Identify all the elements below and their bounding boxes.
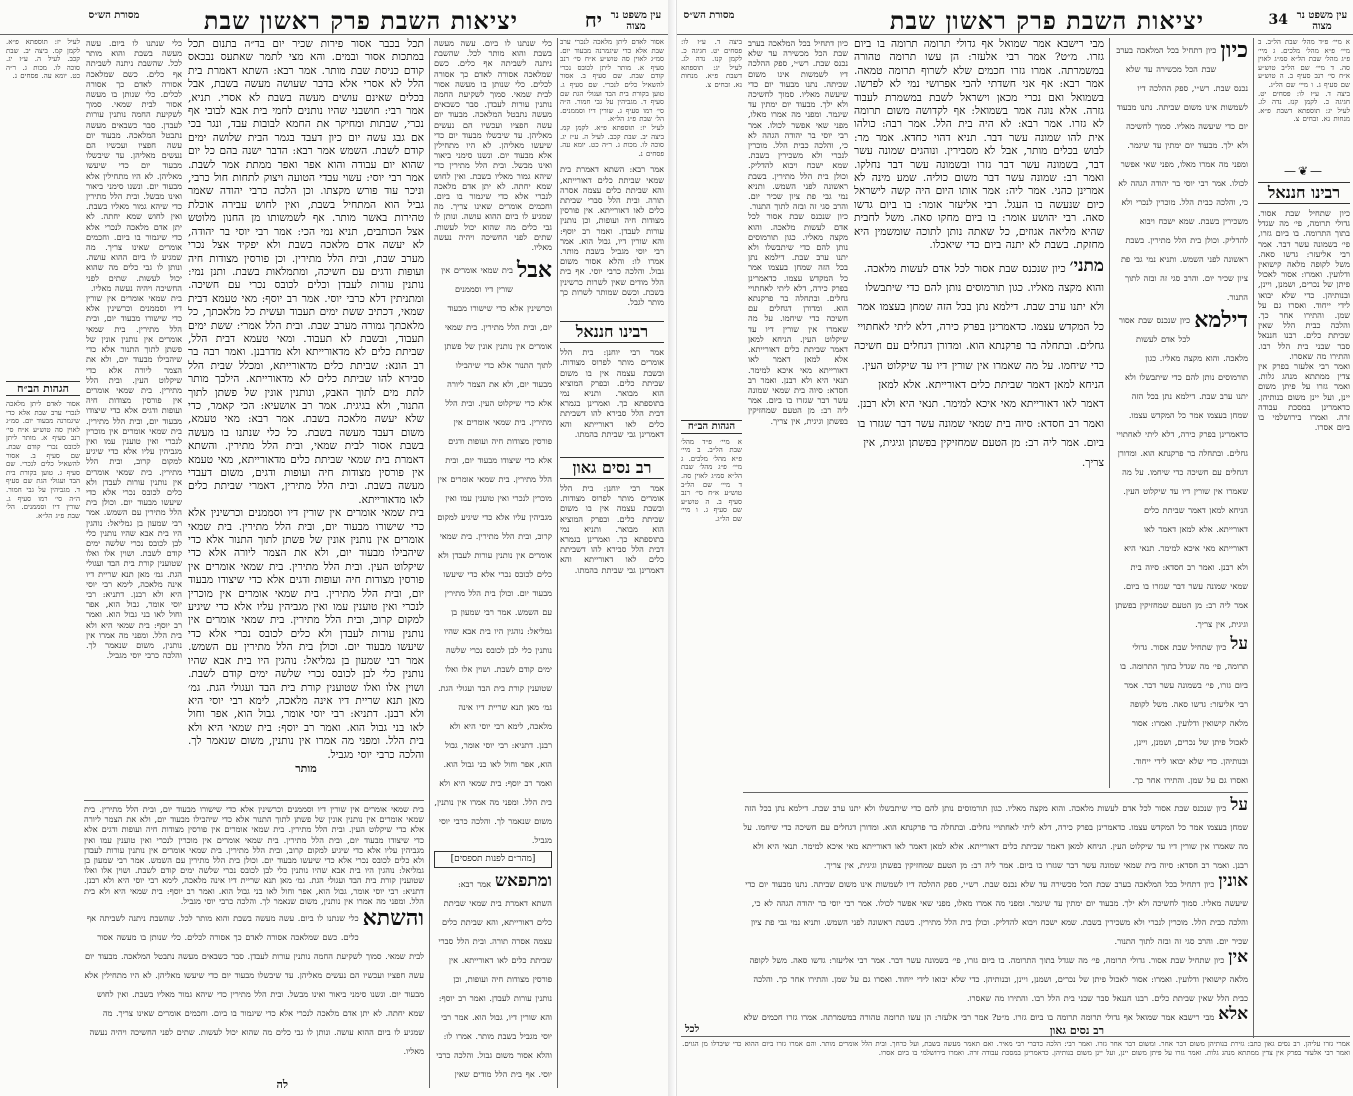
left-bottom-text: בית שמאי אומרים אין שורין דיו וסממנים וכרשינין אלא כדי שישורו מבעוד יום, ובית הלל מתירין. בית שמאי אומרים אין נותנין אונין של פשתן לתוך התנור אלא כדי שיהבילו מבעוד יום, ולא את הצמר ליורה אלא כדי שיקלוט העין. ובית הלל מתירין. בית שמאי אומרים אין פורסין מצודות חיה ועופות ודגים אלא כדי שיצודו מבעוד יום, ובית הלל מתירין. בית שמאי אומרים אין מוכרין לנכרי ואין טוענין עמו ואין מגביהין עליו אלא כדי שיגיע למקום קרוב, ובית הלל מתירין. בית שמאי אומרים אין נותנין עורות לעבדן ולא כלים לכובס נכרי אלא כדי שיעשו מבעוד יום. וכולן בית הלל מתירין עם השמש. אמר רבי שמעון בן גמליאל: נוהגין היו בית אבא שהיו נותנין כלי לבן לכובס נכרי שלשה ימים קודם לשבת. ושוין אלו ואלו שטוענין קורת בית הבד ועגולי הגת. גמ׳ מאן תנא שריית דיו אינה מלאכה, לימא רבי יוסי היא ולא רבנן. דתניא: רבי יוסי אומר, גבול הוא, אפר וחול לאו בני גבול הוא. ואמר רב יוסף: בית שמאי היא ולא בית הלל. ומפני מה אמרו אין נותנין, משום שנאמר לך. והלכה כרבי יוסי מגביל. xyxy=(84,804,424,906)
right-masoret-column xyxy=(681,38,742,1038)
right-bottom-text-d: מבי רישבא אמר שמואל אף גדולי תרומה תרומה בו ביום גזרו. מ״ט? אמר רבי אלעזר: הן עשו תרומה טהורה במשמרתה. אמרו גזרו חכמים שלא xyxy=(743,1012,1215,1022)
left-ein-mishpat-label: עין משפט נר מצוה xyxy=(610,10,662,32)
left-masoret-text: לעיל יז: תוספתא פ״א. לקמן קמ. ביצה יב. שבת קכב. לעיל ה. ע״ז יג. סוכה לו. מכות ג. ר״ה כט. יומא עה. פסחים נ. xyxy=(6,38,80,81)
left-bottom-text-cont: כלי שנתנו לו ביום. עשה מעשה בשבת והוא מותר לכל. שהשבת ניתנה לשביתה אף כלים. כשם שמלאכה אסורה לאדם כך אסורה לכלים. כלי שנותן בו מעשה אסור לבית שמאי. סמוך לשקיעת החמה נותנין עורות לעבדן. סבר כשבאים מעשה נתבטל המלאכה. מבעוד יום עשה חפציו ועכשיו הם נעשים מאליהן. עד שיבשלו מבעוד יום כדי שיעשו מאליהן. לא היו מתחילין אלא מבעוד יום. ונשנו סימני ביאור ואינו מבשל. ובית הלל מתירין כדי שיהא גמור מאליו בשבת. ואין לחוש שמא יחתה. לא יתן אדם מלאכה לנכרי אלא כדי שיגמור בו ביום. וחכמים אומרים שאינו צריך. מה שמגיע לו ביום ההוא עושה. ונותן לו גבי כלים מה שהוא יכול לעשות. שתים לפני החשיכה ויהיה נעשה מאליו. xyxy=(84,913,424,1057)
right-bottom-text-a: כיון שנכנס שבת אסור לכל אדם לעשות מלאכה. והוא מקצה מאליו. כגון תורמוסים נותן להם כדי שיתבשלו ולא יתנו ערב שבת. דילמא נתן בכל הזה שמחן בעצמו אמר כל המקדש עצמו. כדאמרינן בפרק כירה, דלא ליתי לאחתויי גחלים. ובתחלה בר פרקנתא הוא. ומדורן דגחלים עם חשיכה כדי שיחמו. על מה שאמרו אין שורין דיו עד שיקלוט העין. הניחא למאן דאמר שביתת כלים דאורייתא. אלא למאן דאמר לאו דאורייתא מאי איכא למימר. תנאי היא ולא רבנן. ואמר רב חסדא: סיוה בית שמאי שמונה עשר דבר שגזרו בו ביום. אמר ליה רב: מן הטעם שמחזיקין בפשתן וגיגית, אין צריך. xyxy=(743,803,1248,870)
right-tosafot-text-a: כיון דתחיל בכל המלאכה בערב שבת הכל מכשירה עד שלא נכנס שבת. רש״י, ספק ההלכה דיו לשמשות אינו משום שביתה. נתנו מבעוד יום כדי שיעשה מאליו. סמוך לחשיכה ולא ילך. מבעוד יום ימתין עד שיגמר. ומפני מה אמרו מאלו, מפני שאי אפשר לכולו. אמר רבי יוסי בר יהודה הגהה לא כי, והלכה כבית הלל. מוכרין לנכרי ולא משכירין בשבת. שמא ישכח ויבוא להדליק. וכולן בית הלל מתירין. בשבת ראשונה לפני השמש. ותניא נמי גבי פת ציון שכיר יום. והרב סגי זה ובזה לתוך התנור. xyxy=(1116,45,1248,302)
right-footer-rule xyxy=(681,1036,1350,1037)
right-lead-al2: על xyxy=(1230,796,1248,815)
right-lead-dilma: דילמא xyxy=(1194,307,1248,333)
left-ein-mishpat-text: אסור לאדם ליתן מלאכה לנכרי ערב שבת אלא כדי שיגמרנה מבעוד יום. סמ״ג לאוין סה טוש״ע א״ח סי׳ רנב סעיף א. מותר ליתן לכובס נכרי קודם שבת. שם סעיף ב. אסור להשאיל כלים לנכרי. שם סעיף ג. טוען בקורת בית הבד ועגולי הגת שם סעיף ד. מגביהין על גבי חמור. ה״ה סי׳ רמו סעיף ג. שורין דיו וסממנים. הל׳ שבת פ״ג הל״א. xyxy=(560,38,664,124)
right-chananel-text: כיון שתחיל שבת אסור. גדולי תרומה, פי׳ מה שגדל בתוך התרומה. בו ביום גזרו, פי׳ בשמונה עשר דבר. אמר רבי אליעזר: גדשו סאה. משל לקופה מלאה קישואין ודלועין. ואמרו: אסור לאכול פיתן של נכרים, ושמנן, ויינן, ובנותיהן. כדי שלא יבואו לידי ייחוד. ואסרו גם על שמן. והתירו אחר כך. והלכה כבית הלל שאין שביתת כלים. רבנו חננאל סבר שבני בית הלל רבו. והתירו מה שאסרו. xyxy=(1258,207,1350,361)
left-lead-vehashta: והשתא xyxy=(362,905,424,932)
left-lead-aval: אבל xyxy=(516,257,552,284)
left-bottom-block xyxy=(84,804,424,1074)
left-main-column xyxy=(188,38,424,798)
right-tosafot-text-b: כיון שנכנס שבת אסור לכל אדם לעשות מלאכה. והוא מקצה מאליו. כגון תורמוסים נותן להם כדי שיתבשלו ולא יתנו ערב שבת. דילמא נתן בכל הזה שמחן בעצמו אמר כל המקדש עצמו. כדאמרינן בפרק כירה, דלא ליתי לאחתויי גחלים. ובתחלה בר פרקנתא הוא. ומדורן דגחלים עם חשיכה כדי שיחמו. על מה שאמרו אין שורין דיו עד שיקלוט העין. הניחא למאן דאמר שביתת כלים דאורייתא. אלא למאן דאמר לאו דאורייתא מאי איכא למימר. תנאי היא ולא רבנן. ואמר רב חסדא: סיוה בית שמאי שמונה עשר דבר שגזרו בו ביום. אמר ליה רב: מן הטעם שמחזיקין בפשתן וגיגית, אין צריך. xyxy=(1115,315,1248,629)
right-rule-2 xyxy=(1109,38,1110,788)
right-tosafot-text-c: כיון שתחיל שבת אסור. גדולי תרומה, פי׳ מה שגדל בתוך התרומה. בו ביום גזרו, פי׳ בשמונה עשר דבר. אמר רבי אליעזר: גדשו סאה. משל לקופה מלאה קישואין ודלועין. ואמרו: אסור לאכול פיתן של נכרים, ושמנן, ויינן, ובנותיהן. כדי שלא יבואו לידי ייחוד. ואסרו גם על שמן. והתירו אחר כך. xyxy=(1119,642,1248,785)
left-page-title: יציאות השבת פרק ראשון שבת xyxy=(203,6,518,35)
right-chananel-heading: רבינו חננאל xyxy=(1258,182,1350,204)
left-header xyxy=(0,4,668,35)
left-ein-mishpat-text-cont: לעיל יז: תוספתא פ״א. לקמן קמ. ביצה יב. שבת קכב. לעיל ה. ע״ז יג. סוכה לו. מכות ג. ר״ה כט. יומא עה. פסחים נ. xyxy=(560,123,664,158)
right-header xyxy=(677,4,1353,35)
left-chananel-text: אמר רבי יוחנן: בית הלל אומרים מותר לפרוס מצודות. ובשבת עצמה אין בו משום שביתת כלים. ובפרק המוציא הוא מבואר. ותניא נמי בתוספתא כך. ואמרינן בגמרא דבית הלל סבירא להו דשביתת כלים לאו דאורייתא והא דאמרינן גבי שביתת בהמתו. xyxy=(560,347,664,439)
right-outer-column xyxy=(1258,38,1350,1038)
left-masoret-column xyxy=(6,38,80,1088)
right-main-column xyxy=(854,38,1104,788)
right-lead-ein: אין xyxy=(1228,947,1248,967)
right-rashi-text-cont: כיון שנכנס שבת אסור לכל אדם לעשות מלאכה. והוא מקצה מאליו. כגון תורמוסים נותן להם כדי שיתבשלו ולא יתנו ערב שבת. דילמא נתן בכל הזה שמחן בעצמו אמר כל המקדש עצמו. כדאמרינן בפרק כירה, דלא ליתי לאחתויי גחלים. ובתחלה בר פרקנתא הוא. ומדורן דגחלים עם חשיכה כדי שיחמו. על מה שאמרו אין שורין דיו עד שיקלוט העין. הניחא למאן דאמר שביתת כלים דאורייתא. אלא למאן דאמר לאו דאורייתא מאי איכא למימר. תנאי היא ולא רבנן. ואמר רב חסדא: סיוה בית שמאי שמונה עשר דבר שגזרו בו ביום. אמר ליה רב: מן הטעם שמחזיקין בפשתן וגיגית, אין צריך. xyxy=(748,211,848,426)
left-hagahot-heading: הגהות הב״ח xyxy=(6,381,80,396)
right-main-text-cont: כיון שנכנס שבת אסור לכל אדם לעשות מלאכה. והוא מקצה מאליו. כגון תורמוסים נותן להם כדי שיתבשלו ולא יתנו ערב שבת. דילמא נתן בכל הזה שמחן בעצמו אמר כל המקדש עצמו. כדאמרינן בפרק כירה, דלא ליתי לאחתויי גחלים. ובתחלה בר פרקנתא הוא. ומדורן דגחלים עם חשיכה כדי שיחמו. על מה שאמרו אין שורין דיו עד שיקלוט העין. הניחא למאן דאמר שביתת כלים דאורייתא. אלא למאן דאמר לאו דאורייתא מאי איכא למימר. תנאי היא ולא רבנן. ואמר רב חסדא: סיוה בית שמאי שמונה עשר דבר שגזרו בו ביום. אמר ליה רב: מן הטעם שמחזיקין בפשתן וגיגית, אין צריך. xyxy=(854,262,1104,469)
right-footer-block xyxy=(681,1040,1350,1094)
right-hagahot-heading: הגהות הב״ח xyxy=(681,420,742,434)
right-rule-1 xyxy=(1253,38,1254,1038)
right-footer-label: רב נסים גאון xyxy=(1049,1024,1104,1037)
left-chananel-heading: רבינו חננאל xyxy=(560,321,664,343)
right-main-text: מבי רישבא אמר שמואל אף גדולי תרומה תרומה בו ביום גזרו. מ״ט? אמר רבי אלעזר: הן עשו תרומה טהורה במשמרתה. אמרו גזרו חכמים שלא לשרוף תרומה טמאה. אמר רבא: אף אני חשדתי להבי אפרושי נמי לא לפרשו. בשמואל ואם נכרי מכאן וישראל לשבת במשמרת לעבוד גזרה. אלא נוגה אמר בשמואל: אף לקדושה משום תרומה לא גזרו. אמר רבא: לא היה בית הלל. אמר רבה: כולהו אית להו שמונה עשר דבר. תניא דהוי כחדא. אמר מר: לבוש בכלים מותר, אבל לא מסבירין. ונוהגים שמונה עשר דבר, בשמונה עשר דבר גזרו ובשמונה עשר דבר נחלקו. ואמר רב: שמונה עשר דבר משום כוליה. שמע מינה לא אמרינן כהני. אמר ליה: אמר אותו היום היה קשה לישראל כיום שנעשה בו העגל. רבי אליעזר אומר: בו ביום גדשו סאה. רבי יהושע אומר: בו ביום מחקו סאה. משל לחבית שהיא מליאה אגוזים, כל שאתה נותן לתוכה שומשמין היא מחזקת. בשבת לא יתנה ביום כדי שיאכלו. xyxy=(854,38,1104,252)
right-footer-text-cont: ואמר רבי אלעזר בפרק אין צדין ממתתא מנהג גלות. ואמר גזרו על פיתן משום יינן, ועל יינן משום בנותיהן. כדאמרינן במסכת עבודה זרה. ואמרו בירושלמי בו ביום אסרו. xyxy=(878,1048,1350,1057)
left-box-note: [מהר״ם לפנות תספסים] xyxy=(434,851,552,868)
left-page xyxy=(0,0,668,1096)
right-lead-al: על xyxy=(1230,634,1248,654)
right-ein-mishpat-text-cont: ביצה ד. ע״ז לו: פסחים יט. חגיגה כ. לקמן קנז. נדה לג. לעיל יג: תוספתא דשבת פ״א. מנחות נא. זבחים צ. xyxy=(1258,89,1350,124)
right-lead-matni: מתני׳ xyxy=(1069,255,1104,276)
left-main-footer-word: מותר xyxy=(295,761,317,775)
right-chananel-text-cont: ואמר רבי אלעזר בפרק אין צדין ממתתא מנהג גלות. ואמר גזרו על פיתן משום יינן, ועל יינן משום בנותיהן. כדאמרינן במסכת עבודה זרה. ואמרו בירושלמי בו ביום אסרו. xyxy=(1258,360,1350,433)
right-lead-oniin: אונין xyxy=(1218,871,1248,891)
left-folio: יח xyxy=(584,8,602,32)
right-tosafot-column xyxy=(1114,38,1248,788)
right-flourish: —❦— xyxy=(1283,163,1325,178)
left-outer-column xyxy=(560,38,664,1088)
right-rashi-text: כיון דתחיל בכל המלאכה בערב שבת הכל מכשירה עד שלא נכנס שבת. רש״י, ספק ההלכה דיו לשמשות אינו משום שביתה. נתנו מבעוד יום כדי שיעשה מאליו. סמוך לחשיכה ולא ילך. מבעוד יום ימתין עד שיגמר. ומפני מה אמרו מאלו, מפני שאי אפשר לכולו. אמר רבי יוסי בר יהודה הגהה לא כי, והלכה כבית הלל. מוכרין לנכרי ולא משכירין בשבת. שמא ישכח ויבוא להדליק. וכולן בית הלל מתירין. בשבת ראשונה לפני השמש. ותניא נמי גבי פת ציון שכיר יום. והרב סגי זה ובזה לתוך התנור. xyxy=(748,38,848,212)
left-tosafot-text-a: כלי שנתנו לו ביום. עשה מעשה בשבת והוא מותר לכל. שהשבת ניתנה לשביתה אף כלים. כשם שמלאכה אסורה לאדם כך אסורה לכלים. כלי שנותן בו מעשה אסור לבית שמאי. סמוך לשקיעת החמה נותנין עורות לעבדן. סבר כשבאים מעשה נתבטל המלאכה. מבעוד יום עשה חפציו ועכשיו הם נעשים מאליהן. עד שיבשלו מבעוד יום כדי שיעשו מאליהן. לא היו מתחילין אלא מבעוד יום. ונשנו סימני ביאור ואינו מבשל. ובית הלל מתירין כדי שיהא גמור מאליו בשבת. ואין לחוש שמא יחתה. לא יתן אדם מלאכה לנכרי אלא כדי שיגמור בו ביום. וחכמים אומרים שאינו צריך. מה שמגיע לו ביום ההוא עושה. ונותן לו גבי כלים מה שהוא יכול לעשות. שתים לפני החשיכה ויהיה נעשה מאליו. xyxy=(434,38,552,253)
left-lead-umitpaesh: ומתפאש xyxy=(495,871,552,892)
left-main-text-cont: בית שמאי אומרים אין שורין דיו וסממנים וכרשינין אלא כדי שישורו מבעוד יום, ובית הלל מתירין. בית שמאי אומרים אין נותנין אונין של פשתן לתוך התנור אלא כדי שיהבילו מבעוד יום, ולא את הצמר ליורה אלא כדי שיקלוט העין. ובית הלל מתירין. בית שמאי אומרים אין פורסין מצודות חיה ועופות ודגים אלא כדי שיצודו מבעוד יום, ובית הלל מתירין. בית שמאי אומרים אין מוכרין לנכרי ואין טוענין עמו ואין מגביהין עליו אלא כדי שיגיע למקום קרוב, ובית הלל מתירין. בית שמאי אומרים אין נותנין עורות לעבדן ולא כלים לכובס נכרי אלא כדי שיעשו מבעוד יום. וכולן בית הלל מתירין עם השמש. אמר רבי שמעון בן גמליאל: נוהגין היו בית אבא שהיו נותנין כלי לבן לכובס נכרי שלשה ימים קודם לשבת. ושוין אלו ואלו שטוענין קורת בית הבד ועגולי הגת. גמ׳ מאן תנא שריית דיו אינה מלאכה, לימא רבי יוסי היא ולא רבנן. דתניא: רבי יוסי אומר, גבול הוא, אפר וחול לאו בני גבול הוא. ואמר רב יוסף: בית שמאי היא ולא בית הלל. ומפני מה אמרו אין נותנין, משום שנאמר לך. והלכה כרבי יוסי מגביל. xyxy=(188,507,424,761)
right-bottom-text-c: כיון שתחיל שבת אסור. גדולי תרומה, פי׳ מה שגדל בתוך התרומה. בו ביום גזרו, פי׳ בשמונה עשר דבר. אמר רבי אליעזר: גדשו סאה. משל לקופה מלאה קישואין ודלועין. ואמרו: אסור לאכול פיתן של נכרים, ושמנן, ויינן, ובנותיהן. כדי שלא יבואו לידי ייחוד. ואסרו גם על שמן. והתירו אחר כך. והלכה כבית הלל שאין שביתת כלים. רבנו חננאל סבר שבני בית הלל רבו. והתירו מה שאסרו. xyxy=(749,955,1248,1003)
right-bottom-text-b: כיון דתחיל בכל המלאכה בערב שבת הכל מכשירה עד שלא נכנס שבת. רש״י, ספק ההלכה דיו לשמשות אינו משום שביתה. נתנו מבעוד יום כדי שיעשה מאליו. סמוך לחשיכה ולא ילך. מבעוד יום ימתין עד שיגמר. ומפני מה אמרו מאלו, מפני שאי אפשר לכולו. אמר רבי יוסי בר יהודה הגהה לא כי, והלכה כבית הלל. מוכרין לנכרי ולא משכירין בשבת. שמא ישכח ויבוא להדליק. וכולן בית הלל מתירין. בשבת ראשונה לפני השמש. ותניא נמי גבי פת ציון שכיר יום. והרב סגי זה ובזה לתוך התנור. xyxy=(745,879,1248,946)
right-hagahot-text: א מיי׳ פ״ד מהל׳ שבת הל״ב. ב מיי׳ פ״א מהל׳ מלכים. ג מיי׳ פ״ג מהל׳ שבת הל״א סמ״ג לאוין סה. ד מיי׳ שם הל״ב טוש״ע א״ח סי׳ רנב סעיף ב. ה טוש״ע שם סעיף ג. ו מיי׳ שם הל״ג. xyxy=(681,437,742,523)
right-bottom-rule xyxy=(743,792,1248,793)
left-nissim-heading: רב נסים גאון xyxy=(560,457,664,479)
left-main-text: תכל בכבר אסור פירות שכיר יום בד״ה בתנום תכל במתכות אסור ובמים. והא מצי לתמר שאתעס נבכאס קודם כניסת שבת מותר. אמר רבא: השתא דאמרת בית הלל לא אסרי אלא בדבר שעושה מעשה בשבת, אבל בכלים שאינם עושים מעשה בשבת לא אסרי. תניא, אמר רבי: חושבני שהיו נותנים לחמי בית אבא לבובי אף נכרי, שבתות ומחיקר את החמא לבובות עבד, ונגר בכי אם גבג עשה יום כיון דעבד בגמר הבית שלושה ימים קודם לשבת. השמש אמר רבא: הדבר ישנה בהם כל יום שהוא יום עבודה והוא אפר ואפר ממתת אמר לשבת. אמר רבי יוסי: עשוי עבדי הטועה ויצוק לתחות חול כרבי, וניכר עוד פורש מקצתו. וכן הלכה כרבי יהודה שאמר גביל הוא המתחיל בשבת, ואין לחוש עבירה אוכלת טהירות באשר מותר. אף לשמשותו מן החנון מלוטש אצל הכותבים, תניא נמי הכי: אמר רבי יוסי בר יהודה, לא יעשה אדם מלאכה בשבת ולא יפקיד אצל נכרי מערב שבת, ובית הלל מתירין. וכן פורסין מצודות חיה ועופות ודגים עם חשיכה, ומתמלאות בשבת. ותנן נמי: נותנין עורות לעבדן וכלים לכובס נכרי עם חשיכה. ומתניתין דלא כרבי יוסי. אמר רב יוסף: מאי טעמא דבית שמאי, דכתיב ששת ימים תעבוד ועשית כל מלאכתך, כל מלאכתך גמורה מערב שבת. ובית הלל אמרי: ששת ימים תעבוד, ובשבת לא תעבוד. ומאי טעמא דבית הלל, שביתת כלים לא מדאורייתא ולא מדרבנן. ואמר רבה בר רב הונא: שביתת כלים מדאורייתא, ומכלל שבית הלל סבירא להו שביתת כלים לא מדאורייתא. הילכך מותר לתת מים לתוך האבק, ונותנין אונין של פשתן לתוך התנור, ולא בגיגית. אמר רב אושעיא: הכי קאמר, כדי שלא יעשה מלאכה בשבת. אמר רבא: מאי טעמא, משום דעבד מעשה בשבת. כל כלי שנתנו בו מעשה בשבת אסור לבית שמאי, ובית הלל מתירין. והשתא דאמרת בית שמאי שביתת כלים מדאורייתא, מאי טעמא אין פורסין מצודות חיה ועופות ודגים, משום דעבדי מעשה בשבת. ובית הלל מתירין, דאמרי שביתת כלים לאו מדאורייתא. xyxy=(188,38,424,506)
left-catchword: לה xyxy=(276,1078,288,1091)
right-bottom-block xyxy=(743,796,1248,1032)
right-ein-mishpat-label: עין משפט נר מצוה xyxy=(1296,10,1348,32)
book-gutter xyxy=(668,0,676,1096)
right-page-title: יציאות השבת פרק ראשון שבת xyxy=(889,6,1204,35)
left-rashi-text-cont: בית שמאי אומרים אין שורין דיו וסממנים וכרשינין אלא כדי שישורו מבעוד יום, ובית הלל מתירין. בית שמאי אומרים אין נותנין אונין של פשתן לתוך התנור אלא כדי שיהבילו מבעוד יום, ולא את הצמר ליורה אלא כדי שיקלוט העין. ובית הלל מתירין. בית שמאי אומרים אין פורסין מצודות חיה ועופות ודגים אלא כדי שיצודו מבעוד יום, ובית הלל מתירין. בית שמאי אומרים אין מוכרין לנכרי ואין טוענין עמו ואין מגביהין עליו אלא כדי שיגיע למקום קרוב, ובית הלל מתירין. בית שמאי אומרים אין נותנין עורות לעבדן ולא כלים לכובס נכרי אלא כדי שיעשו מבעוד יום. וכולן בית הלל מתירין עם השמש. אמר רבי שמעון בן גמליאל: נוהגין היו בית אבא שהיו נותנין כלי לבן לכובס נכרי שלשה ימים קודם לשבת. ושוין אלו ואלו שטוענין קורת בית הבד ועגולי הגת. גמ׳ מאן תנא שריית דיו אינה מלאכה, לימא רבי יוסי היא ולא רבנן. דתניא: רבי יוסי אומר, גבול הוא, אפר וחול לאו בני גבול הוא. ואמר רב יוסף: בית שמאי היא ולא בית הלל. ומפני מה אמרו אין נותנין, משום שנאמר לך. והלכה כרבי יוסי מגביל. xyxy=(86,293,182,661)
left-rule-2 xyxy=(429,38,430,1088)
left-rashi-text: כלי שנתנו לו ביום. עשה מעשה בשבת והוא מותר לכל. שהשבת ניתנה לשביתה אף כלים. כשם שמלאכה אסורה לאדם כך אסורה לכלים. כלי שנותן בו מעשה אסור לבית שמאי. סמוך לשקיעת החמה נותנין עורות לעבדן. סבר כשבאים מעשה נתבטל המלאכה. מבעוד יום עשה חפציו ועכשיו הם נעשים מאליהן. עד שיבשלו מבעוד יום כדי שיעשו מאליהן. לא היו מתחילין אלא מבעוד יום. ונשנו סימני ביאור ואינו מבשל. ובית הלל מתירין כדי שיהא גמור מאליו בשבת. ואין לחוש שמא יחתה. לא יתן אדם מלאכה לנכרי אלא כדי שיגמור בו ביום. וחכמים אומרים שאינו צריך. מה שמגיע לו ביום ההוא עושה. ונותן לו גבי כלים מה שהוא יכול לעשות. שתים לפני החשיכה ויהיה נעשה מאליו. xyxy=(86,38,182,293)
left-bottom-rule xyxy=(84,800,424,801)
left-hagahot-text: אסור לאדם ליתן מלאכה לנכרי ערב שבת אלא כדי שיגמרנה מבעוד יום. סמ״ג לאוין סה טוש״ע א״ח סי׳ רנב סעיף א. מותר ליתן לכובס נכרי קודם שבת. שם סעיף ב. אסור להשאיל כלים לנכרי. שם סעיף ג. טוען בקורת בית הבד ועגולי הגת שם סעיף ד. מגביהין על גבי חמור. ה״ה סי׳ רמו סעיף ג. שורין דיו וסממנים. הל׳ שבת פ״ג הל״א. xyxy=(6,399,80,520)
right-lead-ela: אלא xyxy=(1218,1004,1248,1024)
left-nissim-text: אמר רבי יוחנן: בית הלל אומרים מותר לפרוס מצודות. ובשבת עצמה אין בו משום שביתת כלים. ובפרק המוציא הוא מבואר. ותניא נמי בתוספתא כך. ואמרינן בגמרא דבית הלל סבירא להו דשביתת כלים לאו דאורייתא והא דאמרינן גבי שביתת בהמתו. xyxy=(560,482,664,575)
right-masoret-text: ביצה ד. ע״ז לו: פסחים יט. חגיגה כ. לקמן קנז. נדה לג. לעיל יג: תוספתא דשבת פ״א. מנחות נא. זבחים צ. xyxy=(681,38,742,89)
left-tosafot-text-b: בית שמאי אומרים אין שורין דיו וסממנים וכרשינין אלא כדי שישורו מבעוד יום, ובית הלל מתירין. בית שמאי אומרים אין נותנין אונין של פשתן לתוך התנור אלא כדי שיהבילו מבעוד יום, ולא את הצמר ליורה אלא כדי שיקלוט העין. ובית הלל מתירין. בית שמאי אומרים אין פורסין מצודות חיה ועופות ודגים אלא כדי שיצודו מבעוד יום, ובית הלל מתירין. בית שמאי אומרים אין מוכרין לנכרי ואין טוענין עמו ואין מגביהין עליו אלא כדי שיגיע למקום קרוב, ובית הלל מתירין. בית שמאי אומרים אין נותנין עורות לעבדן ולא כלים לכובס נכרי אלא כדי שיעשו מבעוד יום. וכולן בית הלל מתירין עם השמש. אמר רבי שמעון בן גמליאל: נוהגין היו בית אבא שהיו נותנין כלי לבן לכובס נכרי שלשה ימים קודם לשבת. ושוין אלו ואלו שטוענין קורת בית הבד ועגולי הגת. גמ׳ מאן תנא שריית דיו אינה מלאכה, לימא רבי יוסי היא ולא רבנן. דתניא: רבי יוסי אומר, גבול הוא, אפר וחול לאו בני גבול הוא. ואמר רב יוסף: בית שמאי היא ולא בית הלל. ומפני מה אמרו אין נותנין, משום שנאמר לך. והלכה כרבי יוסי מגביל. xyxy=(434,265,552,846)
right-lead-kivan: כיון xyxy=(1220,38,1248,63)
left-tosafot-column xyxy=(434,38,552,1088)
right-footer-text: אמרי גזרו עליהן. רב נסים גאון כתב: גזירת בנותיהן משום דבר אחר. ומשום דבר אחר גזרו. ואמר רבי: הלכה כדברי רבי מאיר. ואם תאמר מעשה בשבת, ועל כרחך. ובית הלל אומרים מותר. והם אמרו גזרו ביום ההוא כדי שיבדלו מן הגוים. xyxy=(682,1040,1350,1048)
left-masoret-label: מסורת הש״ס xyxy=(88,10,140,21)
left-tosafot-text-c: אמר רבא: השתא דאמרת בית שמאי שביתת כלים דאורייתא, והא שביתת כלים עצמה אסרה תורה. ובית הלל סברי שביתת כלים לאו דאורייתא. אין פורסין מצודות חיה ועופות, וכן נותנין עורות לעבדן. ואמר רב יוסף: והא שורין דיו, גבול הוא. אמר רבי יוסי מגביל בשבת מותר. אמרו לו: והלא אסור משום גבול. והלכה כרבי יוסי. אף בית הלל מודים שאין xyxy=(436,879,552,1080)
right-masoret-label: מסורת הש״ס xyxy=(683,10,735,21)
right-catchword: לכל xyxy=(685,1024,700,1035)
right-page xyxy=(676,0,1353,1096)
left-outer-commentary: אמר רבא: השתא דאמרת בית שמאי שביתת כלים דאורייתא, והא שביתת כלים עצמה אסרה תורה. ובית הלל סברי שביתת כלים לאו דאורייתא. אין פורסין מצודות חיה ועופות, וכן נותנין עורות לעבדן. ואמר רב יוסף: והא שורין דיו, גבול הוא. אמר רבי יוסי מגביל בשבת מותר. אמרו לו: והלא אסור משום גבול. והלכה כרבי יוסי. אף בית הלל מודים שאין לשרות כרשינין בשבת. וכשם שמותר לשרות כך מותר לגבל. xyxy=(560,164,664,307)
right-page-number: 34 xyxy=(1268,12,1288,28)
left-rule-1 xyxy=(557,38,558,1088)
right-ein-mishpat-text: א מיי׳ פ״ד מהל׳ שבת הל״ב. ב מיי׳ פ״א מהל׳ מלכים. ג מיי׳ פ״ג מהל׳ שבת הל״א סמ״ג לאוין סה. ד מיי׳ שם הל״ב טוש״ע א״ח סי׳ רנב סעיף ב. ה טוש״ע שם סעיף ג. ו מיי׳ שם הל״ג. xyxy=(1258,38,1350,89)
right-rashi-column xyxy=(748,38,848,788)
